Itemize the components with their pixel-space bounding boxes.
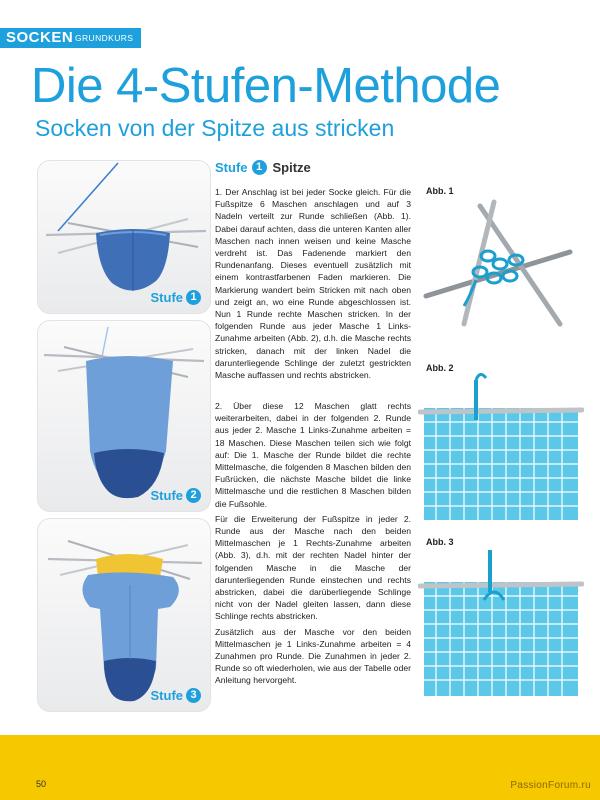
page-subtitle: Socken von der Spitze aus stricken [35, 115, 395, 141]
step-number-badge: 3 [186, 688, 201, 703]
photo-label: Stufe 2 [151, 488, 202, 503]
diagram-needles-cast-on [420, 196, 580, 328]
photo-label: Stufe 1 [151, 290, 202, 305]
section-name: Spitze [272, 160, 311, 175]
instruction-paragraph: 1. Der Anschlag ist bei jeder Socke gleich. Für die Fußspitze 6 Maschen anschlagen und auf 3 Nadeln verteilt zur Runde schließen (Abb. 1). Dabei darauf achten, dass die unteren Kanten aller Maschen nach innen weisen und keine Masche verdreht ist. Das Fadenende markiert den Rundenanfang. Dieses eventuell zusätzlich mit einem kontrastfarbenen Faden markieren. Die Markierung wandert beim Stricken mit nach oben und zeigt an, wo eine Runde abgeschlossen ist. Nun 1 Runde rechte Maschen stricken. In der folgenden Runde aus jeder Masche 1 Links-Zunahme arbeiten (Abb. 2), d.h. die Masche rechts stricken, danach mit der linken Nadel die darunterliegende Schlinge der zuletzt gestrickten Masche auffassen und rechts abstricken. [215, 187, 411, 381]
page-title: Die 4-Stufen-Methode [31, 59, 501, 113]
diagram-rechts-zunahme [418, 544, 584, 698]
photo-label: Stufe 3 [151, 688, 202, 703]
figure-label-3: Abb. 3 [426, 537, 454, 547]
figure-label-1: Abb. 1 [426, 186, 454, 196]
section-label: Stufe [215, 160, 248, 175]
header-main-label: SOCKEN [6, 29, 74, 46]
section-heading [215, 160, 311, 175]
page-number: 50 [36, 779, 47, 789]
photo-stufe-1 [37, 160, 211, 314]
step-number-badge: 2 [186, 488, 201, 503]
sock-foot-illustration [38, 321, 210, 511]
figure-label-2: Abb. 2 [426, 363, 454, 373]
instruction-block-2 [215, 400, 411, 690]
instruction-paragraph: 2. Über diese 12 Maschen glatt rechts weiterarbeiten, dabei in der folgenden 2. Runde aus jeder 2. Masche 1 Links-Zunahme arbeiten = 18 Maschen. Diese Maschen teilen sich wie folgt auf: Die 1. Masche der Runde bildet die rechte Mittelmasche, die folgenden 8 Maschen bilden den Fußrücken, die nächste Masche bildet die linke Mittelmasche und die restlichen 8 Maschen bilden die Fußsohle. [215, 401, 411, 509]
photo-stufe-3 [37, 518, 211, 712]
diagram-links-zunahme [418, 370, 584, 522]
sock-heel-illustration [38, 519, 210, 711]
watermark: PassionForum.ru [510, 780, 591, 791]
header-sub-label: GRUNDKURS [75, 33, 134, 43]
instruction-paragraph: Für die Erweiterung der Fußspitze in jeder 2. Runde aus der Masche nach den beiden Mittelmaschen je 1 Rechts-Zunahme arbeiten (Abb. 3), d.h. mit der rechten Nadel hinter der folgenden Masche in die Masche der darunterliegenden Runde einstechen und rechts abstricken, dabei die darüberliegende Schlinge nicht von der Nadel gleiten lassen, dann diese Schlinge rechts abstricken. [215, 513, 411, 622]
instruction-block-1 [215, 186, 411, 384]
step-number-badge: 1 [252, 160, 267, 175]
step-number-badge: 1 [186, 290, 201, 305]
photo-stufe-2 [37, 320, 211, 512]
section-header-tag [0, 28, 141, 48]
instruction-paragraph: Zusätzlich aus der Masche vor den beiden Mittelmaschen je 1 Links-Zunahme arbeiten = 4 Zunahmen pro Runde. Die Zunahmen in jeder 2. Runde so oft wiederholen, wie aus der Tabelle oder Anleitung hervorgeht. [215, 626, 411, 686]
